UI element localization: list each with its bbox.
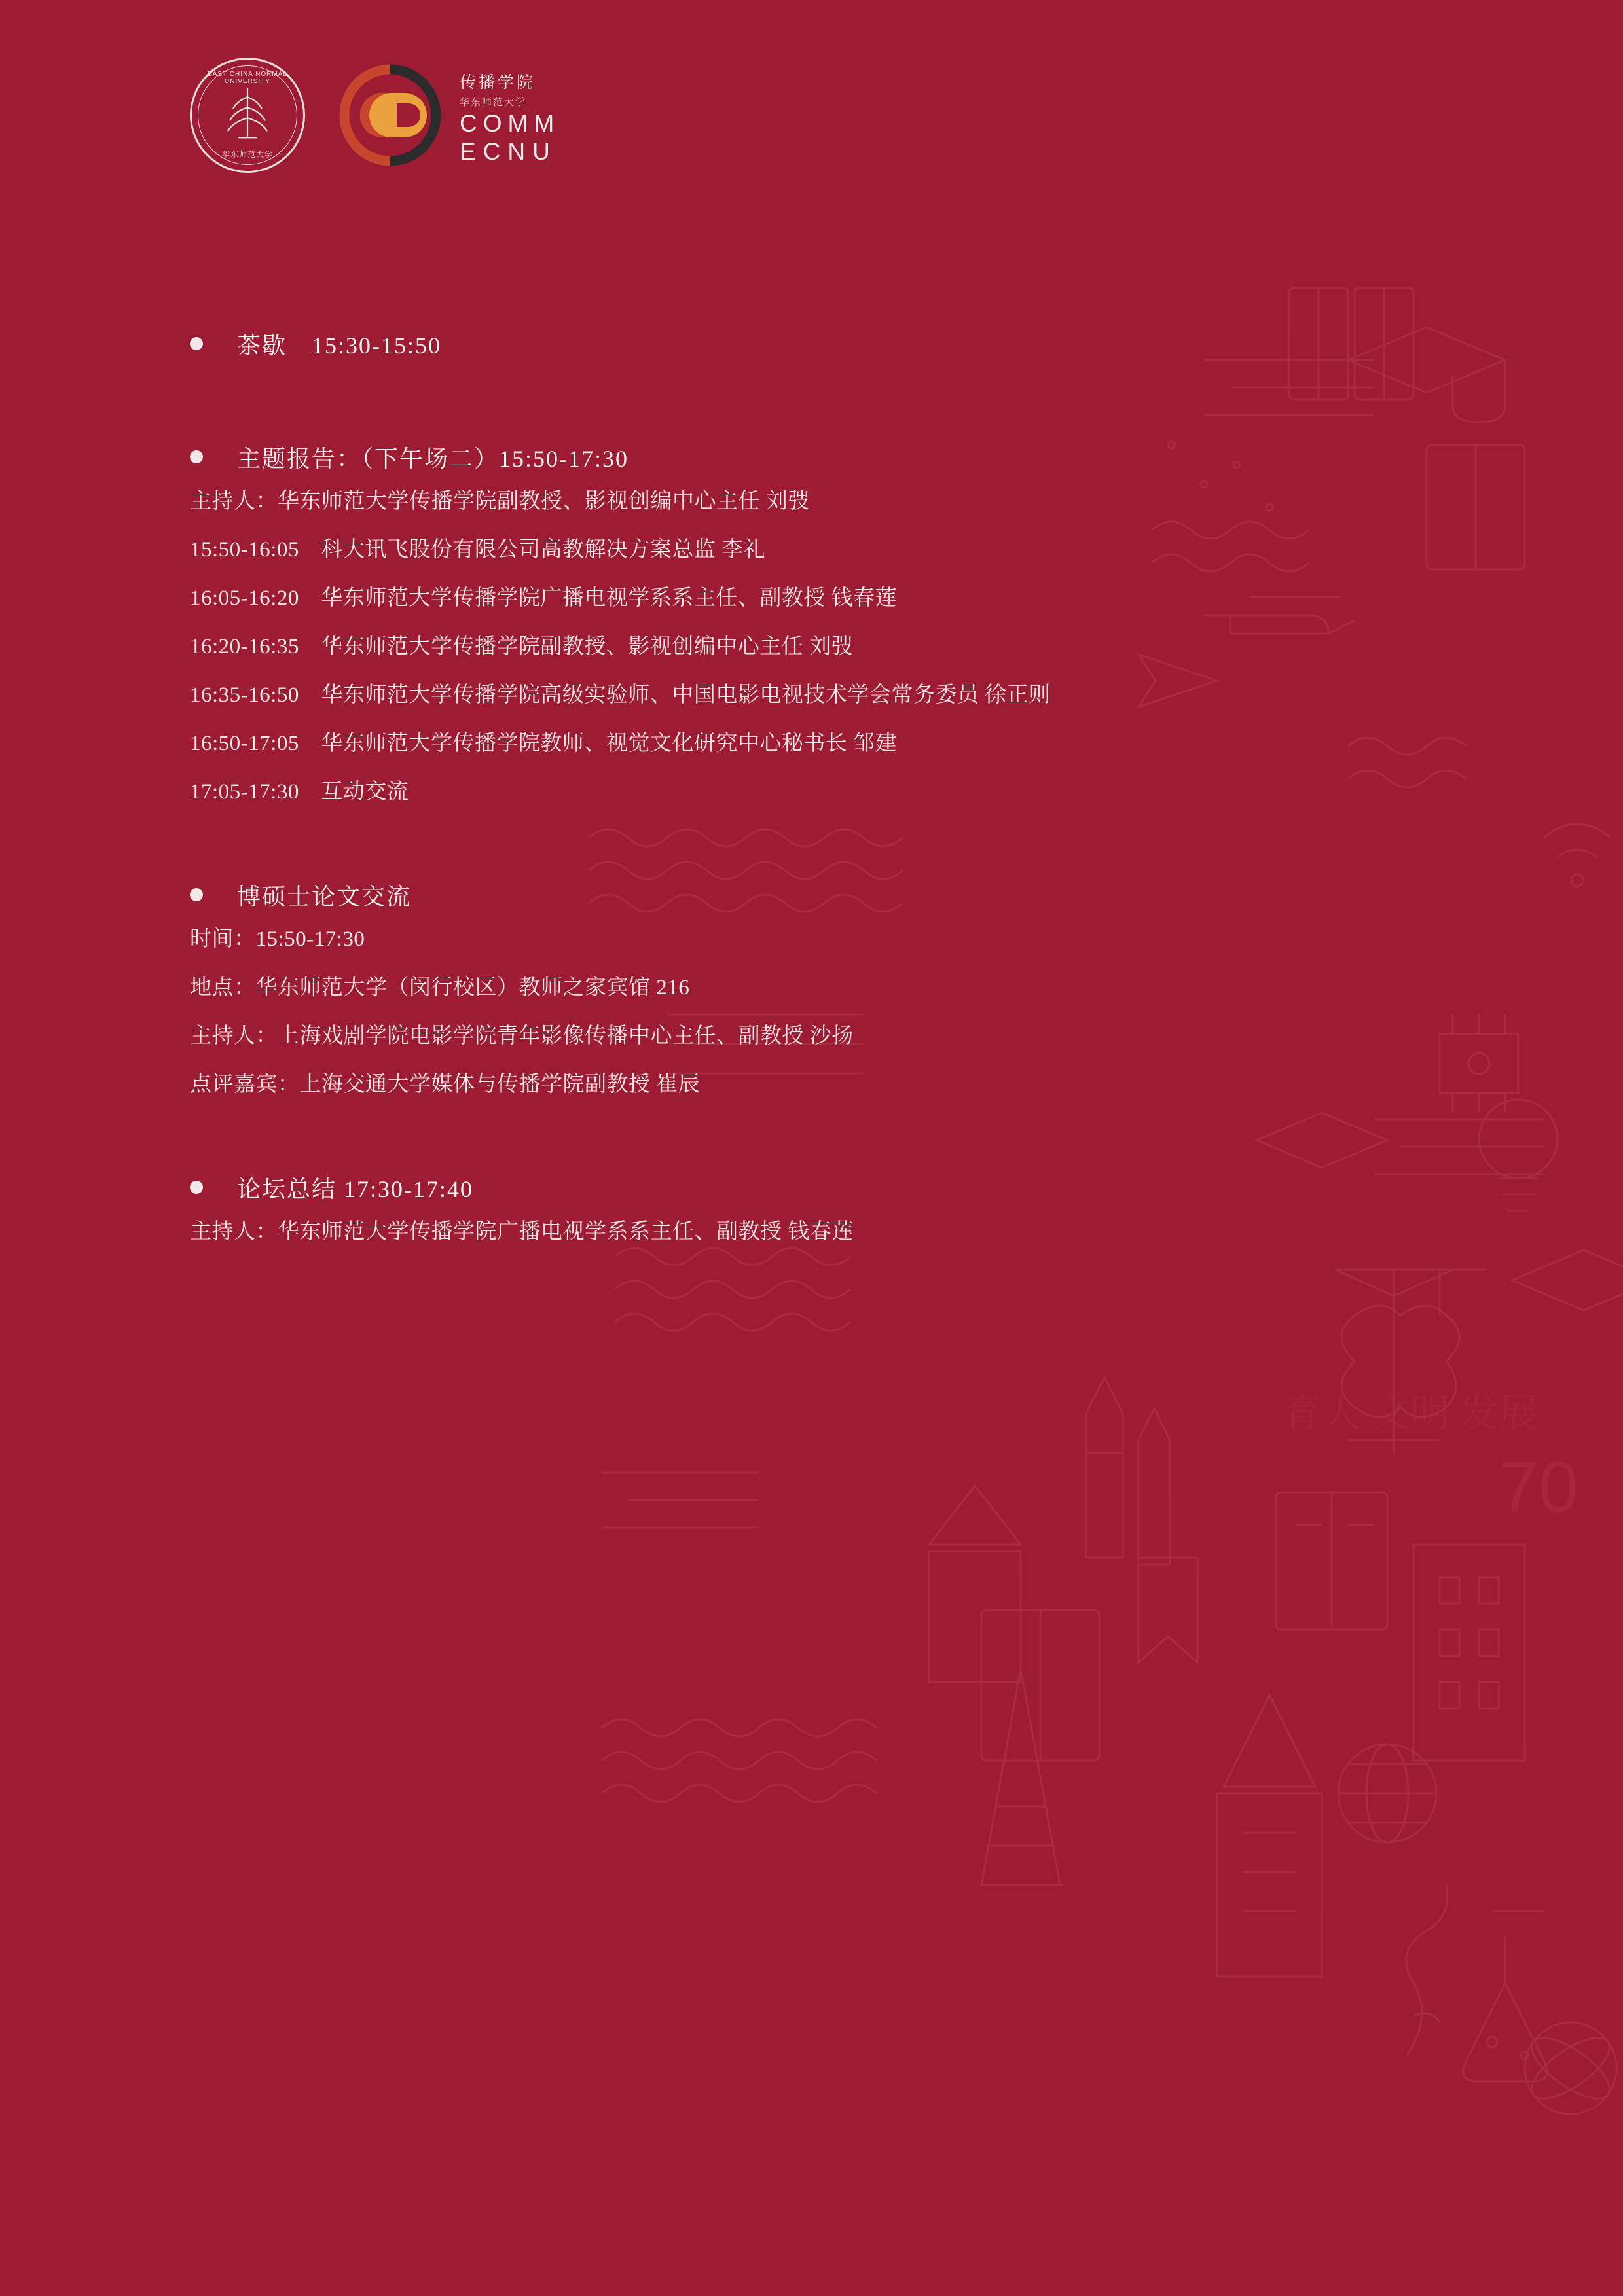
comm-en-line1: COMM [460, 110, 560, 137]
agenda-line: 地点：华东师范大学（闵行校区）教师之家宾馆 216 [190, 976, 690, 999]
section-heading [190, 1171, 1486, 1204]
comm-college-logo [334, 59, 560, 171]
agenda-line: 17:05-17:30 互动交流 [190, 780, 409, 804]
ecnu-seal-logo [190, 58, 305, 173]
section-heading [190, 327, 1486, 361]
agenda-line: 16:20-16:35 华东师范大学传播学院副教授、影视创编中心主任 刘弢 [190, 635, 854, 658]
agenda-content [190, 327, 1486, 1270]
bullet-icon [190, 888, 203, 901]
section-heading [190, 440, 1486, 474]
agenda-line: 16:35-16:50 华东师范大学传播学院高级实验师、中国电影电视技术学会常务委员 徐正则 [190, 683, 1051, 707]
comm-en-line2: ECNU [460, 138, 557, 165]
section-title: 博硕士论文交流 [237, 884, 412, 910]
agenda-line: 16:50-17:05 华东师范大学传播学院教师、视觉文化研究中心秘书长 邹建 [190, 732, 898, 755]
agenda-line: 16:05-16:20 华东师范大学传播学院广播电视学系系主任、副教授 钱春莲 [190, 586, 898, 610]
agenda-line: 时间：15:50-17:30 [190, 927, 365, 951]
header-logos [190, 58, 560, 173]
comm-c-mark-icon [334, 59, 447, 171]
agenda-line: 主持人：华东师范大学传播学院副教授、影视创编中心主任 刘弢 [190, 490, 810, 513]
agenda-line: 主持人：华东师范大学传播学院广播电视学系系主任、副教授 钱春莲 [190, 1220, 854, 1244]
agenda-line: 点评嘉宾：上海交通大学媒体与传播学院副教授 崔辰 [190, 1073, 701, 1096]
section-title: 茶歇 15:30-15:50 [237, 332, 441, 359]
section-forum-summary [190, 1171, 1486, 1243]
bullet-icon [190, 1181, 203, 1194]
section-thesis-exchange [190, 878, 1486, 1096]
svg-text:育人 文明 发展: 育人 文明 发展 [1283, 1392, 1538, 1435]
bullet-icon [190, 337, 203, 350]
comm-cn-main: 传播学院 [460, 73, 536, 92]
svg-text:70: 70 [1499, 1447, 1579, 1528]
section-title: 论坛总结 17:30-17:40 [237, 1176, 473, 1202]
section-keynote-afternoon-2 [190, 440, 1486, 803]
comm-cn-sub: 华东师范大学 [460, 97, 527, 109]
tree-seal-icon [219, 82, 276, 143]
agenda-line: 15:50-16:05 科大讯飞股份有限公司高教解决方案总监 李礼 [190, 538, 766, 562]
seal-bottom-text: 华东师范大学 [221, 150, 273, 159]
agenda-line: 主持人：上海戏剧学院电影学院青年影像传播中心主任、副教授 沙扬 [190, 1024, 854, 1048]
section-heading [190, 878, 1486, 912]
section-tea-break [190, 327, 1486, 361]
bullet-icon [190, 450, 203, 463]
section-title: 主题报告：（下午场二）15:50-17:30 [237, 446, 629, 472]
seal-top-text: EAST CHINA NORMAL UNIVERSITY [208, 71, 287, 85]
